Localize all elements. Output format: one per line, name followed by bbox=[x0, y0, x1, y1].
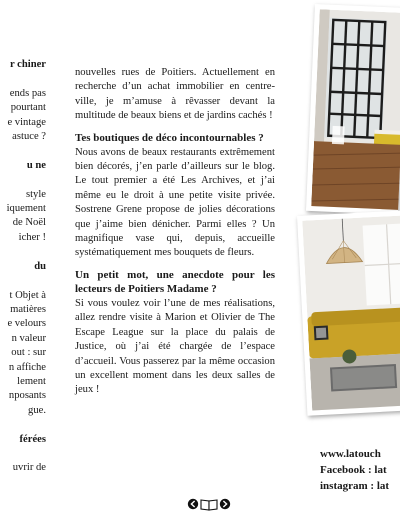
left-column-line: n valeur bbox=[11, 332, 46, 344]
question-anecdote: Un petit mot, une anecdote pour les lecteurs de Poitiers Madame ? bbox=[75, 268, 275, 295]
left-column-line: nposants bbox=[8, 390, 46, 402]
facebook-handle: Facebook : lat bbox=[320, 464, 387, 476]
answer-anecdote: Si vous voulez voir l’une de mes réalisations, allez rendre visite à Marion et Olivier de The Escape League sur la place du palais de Justice, où j’ai été chargée de l’espace d’accueil. Vous passerez par la même occasion un excellent moment dans les deux salles de jeux ! bbox=[75, 297, 275, 396]
left-column-line: n affiche bbox=[8, 361, 46, 373]
left-column-line: uvrir de bbox=[12, 462, 46, 474]
left-column-line: férées bbox=[19, 433, 46, 445]
left-column-line bbox=[0, 447, 46, 461]
left-column-line: pourtant bbox=[10, 102, 46, 114]
page-nav bbox=[186, 496, 232, 512]
left-column-line: de Noël bbox=[12, 217, 46, 229]
website-link[interactable]: www.latouch bbox=[320, 448, 381, 460]
left-column-line: astuce ? bbox=[12, 131, 46, 143]
left-column-line: u ne bbox=[26, 159, 46, 171]
bathroom-photo bbox=[306, 4, 400, 215]
left-column-line: ends pas bbox=[9, 87, 46, 99]
prev-page-icon[interactable] bbox=[188, 499, 198, 509]
photo-column bbox=[287, 0, 400, 516]
left-column-text bbox=[0, 58, 46, 476]
left-column-line bbox=[0, 418, 46, 432]
instagram-handle: instagram : lat bbox=[320, 480, 390, 492]
living-room-photo bbox=[297, 210, 400, 415]
left-column-line bbox=[0, 245, 46, 259]
answer-boutiques: Nous avons de beaux restaurants extrêmement bien décorés, j’en parle d’ailleurs sur le blog. Le tout premier a été Les Archives, et j’ai même eu le droit à une petite visite privée. Sostrene Grene propose de jolies décorations que j’aime bien dénicher. Parmi elles ? Un magnifique vase qui, depuis, accueille systématiquement mes bouquets de fleurs. bbox=[75, 146, 275, 259]
left-column-line bbox=[0, 274, 46, 288]
left-column-line: icher ! bbox=[18, 231, 46, 243]
article-intro: nouvelles rues de Poitiers. Actuellement en recherche d’un achat immobilier en centre-ville, je m’amuse à rêvasser devant la multitude de beaux biens et de jardins cachés ! bbox=[75, 67, 275, 122]
left-column-line: r chiner bbox=[10, 59, 46, 70]
left-column-line bbox=[0, 144, 46, 158]
left-column-line: t Objet à bbox=[9, 289, 46, 301]
left-column-line: du bbox=[34, 260, 46, 272]
article-column bbox=[75, 66, 275, 398]
left-column-line bbox=[0, 173, 46, 187]
left-column-line: style bbox=[25, 188, 46, 200]
question-boutiques: Tes boutiques de déco incontournables ? bbox=[75, 131, 264, 144]
left-column-line: gue. bbox=[28, 404, 46, 416]
next-page-icon[interactable] bbox=[220, 499, 230, 509]
left-column-line: out : sur bbox=[11, 347, 46, 359]
left-column-line: matières bbox=[10, 303, 46, 315]
left-column-line: e vintage bbox=[7, 116, 46, 128]
open-book-icon bbox=[201, 500, 217, 510]
contact-block bbox=[320, 446, 389, 494]
left-column-line: e velours bbox=[7, 318, 46, 330]
left-column-line: lement bbox=[17, 375, 46, 387]
left-column-line: iquement bbox=[6, 203, 46, 215]
left-column-line bbox=[0, 72, 46, 86]
